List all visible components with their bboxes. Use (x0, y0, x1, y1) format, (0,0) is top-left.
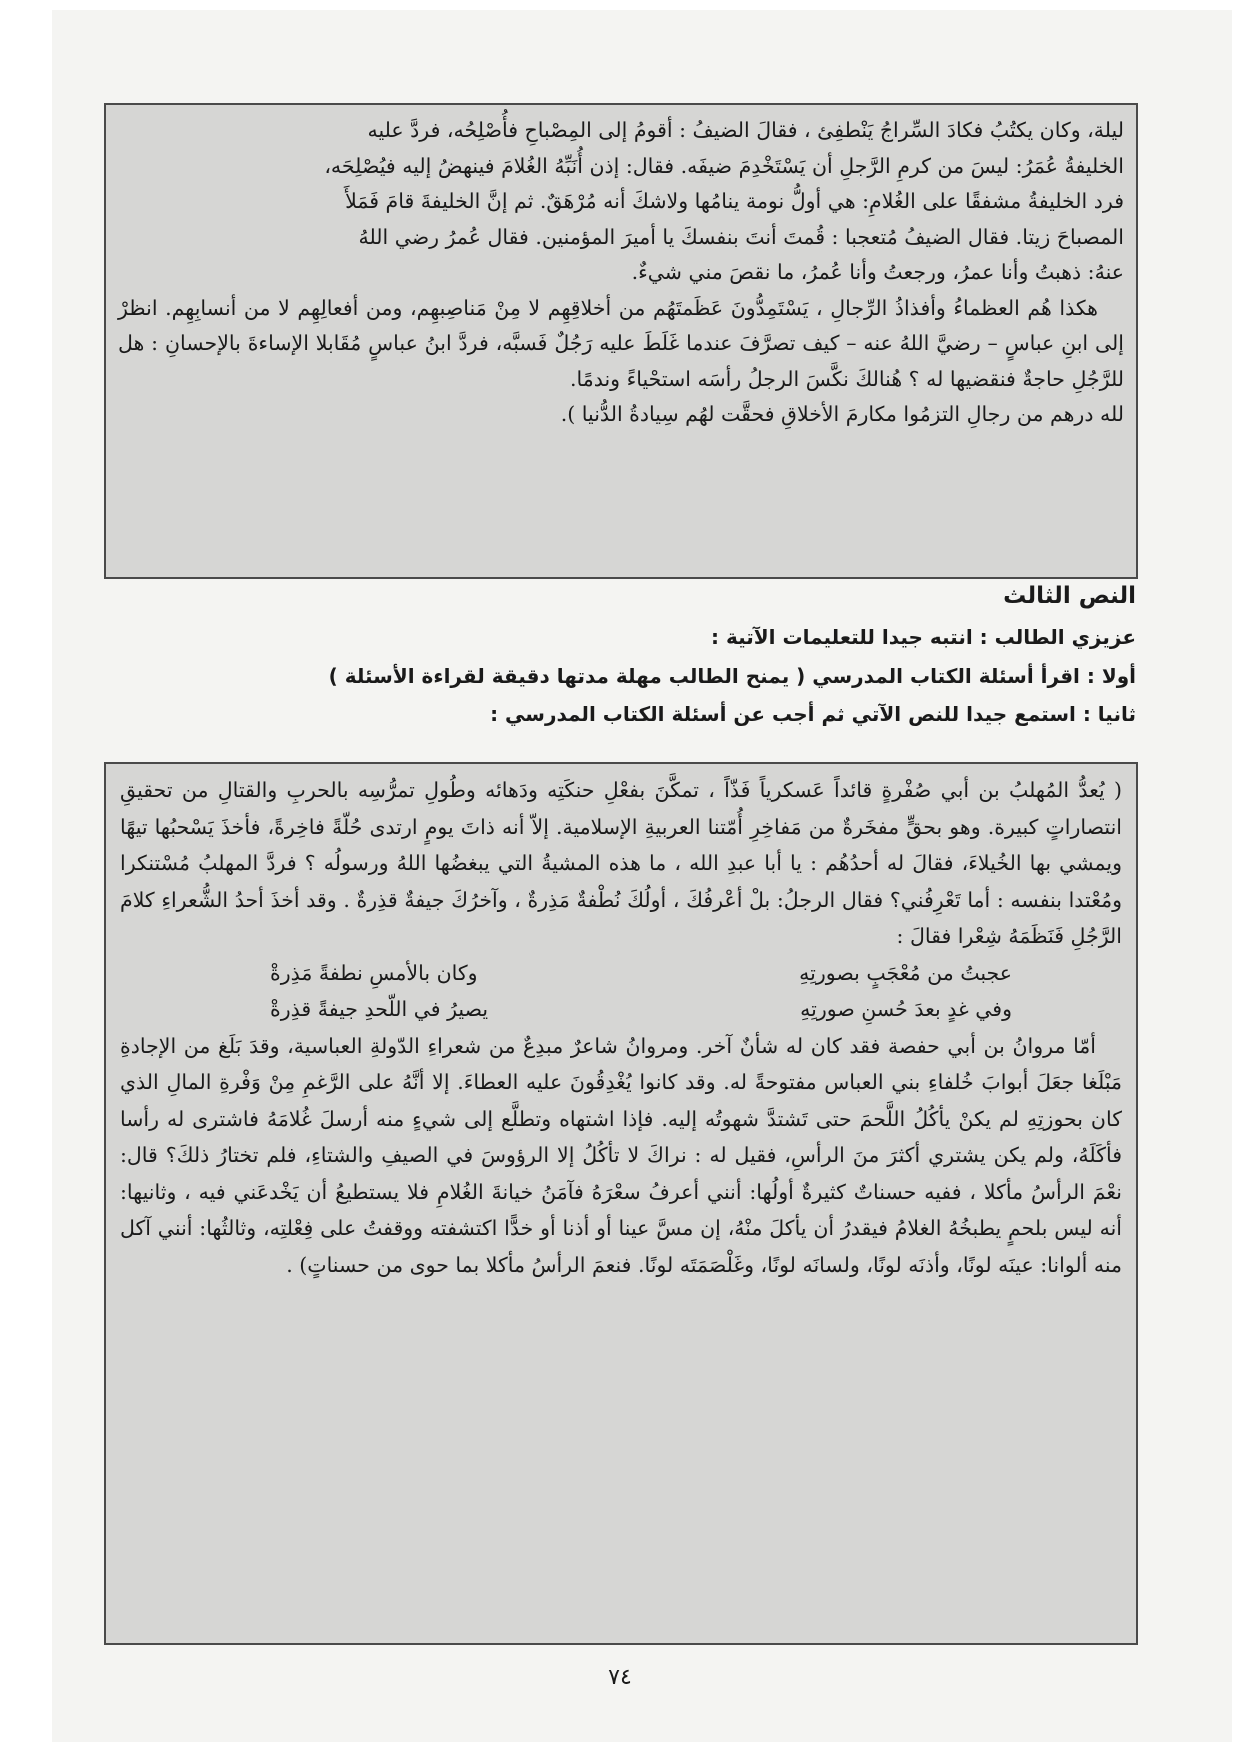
passage2-paragraph: ( يُعدُّ المُهلبُ بن أبي صُفْرةٍ قائداً عَسكرياً فَذّاً ، تمكَّنَ بفعْلِ حنكَتِه ودَهائه وطُولِ تمرُّسِه بالحربِ والقتالِ من تحقيقِ انتصاراتٍ كبيرة. وهو بحقٍّ مفخَرةٌ من مَفاخِرِ أُمّتنا العربيةِ الإسلامية. إلاّ أنه ذاتَ يومٍ ارتدى حُلّةً فاخِرةً، فأخذَ يَسْحبُها تيهًا ويمشي بها الخُيلاءَ، فقالَ له أحدُهُم : يا أبا عبدِ الله ، ما هذه المشيةُ التي يبغضُها اللهُ ورسولُه ؟ فردَّ المهلبُ مُسْتنكرا ومُعْتدا بنفسه : أما تَعْرِفُني؟ فقال الرجلُ: بلْ أعْرفُكَ ، أولُكَ نُطْفةٌ مَذِرةٌ ، وآخرُكَ جيفةٌ قذِرةٌ . وقد أخذَ أحدُ الشُّعراءِ كلامَ الرَّجُلِ فَنَظَمَهُ شِعْرا فقالَ : (120, 778, 1122, 948)
passage1-line: ليلة، وكان يكتُبُ فكادَ السِّراجُ يَنْطفِئ ، فقالَ الضيفُ : أقومُ إلى المِصْباحِ فأُصْلِحُه، فردَّ عليه (367, 118, 1124, 142)
verse-hemistich: وكان بالأمسِ نطفةً مَذِرةْ (270, 960, 478, 985)
passage2-paragraph: أمّا مروانُ بن أبي حفصة فقد كان له شأنٌ آخر. ومروانُ شاعرٌ مبدِعٌ من شعراءِ الدّولةِ العباسية، وقدَ بَلَغ من الإجادةِ مَبْلَغا جعَلَ أبوابَ خُلفاءِ بني العباس مفتوحةً له. وقد كانوا يُغْدِقُونَ عليه العطاءَ. إلا أنَّهُ على الرَّغمِ مِنْ وَفْرةِ المالِ الذي كان بحوزتِهِ لم يكنْ يأكُلُ اللَّحمَ حتى تَشتدَّ شهوتُه إليه. فإذا اشتهاه وتطلَّع إلى شيءٍ منه أرسلَ غُلامَهُ فاشترى له رأسا فأكَلَهُ، ولم يكن يشتري أكثرَ منَ الرأسِ، فقيل له : نراكَ لا تأكُلُ إلا الرؤوسَ في الصيفِ والشتاءِ، فلم تختارُ ذلكَ؟ قال: نعْمَ الرأسُ مأكلا ، ففيه حسناتٌ كثيرةٌ أولُها: أنني أعرفُ سعْرَهُ فآمَنُ خيانةَ الغُلامِ فلا يستطيعُ أن يَخْدعَني فيه ، وثانيها: أنه ليس بلحمٍ يطبخُهُ الغلامُ فيقدرُ أن يأكلَ منْهُ، إن مسَّ عينا أو أذنا أو خدًّا اكتشفته ووقفتُ على فِعْلتِه، وثالثُها: أنني آكل منه ألوانا: عينَه لونًا، وأذنَه لونًا، ولسانَه لونًا، وغَلْصَمَتَه لونًا. فنعمَ الرأسُ مأكلا بما حوى من حسناتٍ) . (120, 1033, 1122, 1277)
passage1-line: عنهُ: ذهبتُ وأنا عمرُ، ورجعتُ وأنا عُمرُ، ما نقصَ مني شيءٌ. (631, 260, 1124, 284)
passage1-line: المصباحَ زيتا. فقال الضيفُ مُتعجبا : قُمتَ أنتَ بنفسكَ يا أميرَ المؤمنين. فقال عُمرُ رضي اللهُ (358, 224, 1124, 249)
instruction-first: أولا : اقرأ أسئلة الكتاب المدرسي ( يمنح الطالب مهلة مدتها دقيقة لقراءة الأسئلة ) (328, 664, 1136, 688)
verse-hemistich: وفي غدٍ بعدَ حُسنِ صورتِهِ (800, 997, 1012, 1021)
text-passage-box-1 (104, 103, 1138, 579)
verse-hemistich: عجبتُ من مُعْجَبٍ بصورتِهِ (799, 960, 1012, 985)
passage1-closing: لله درهم من رجالِ التزمُوا مكارمَ الأخلاقِ فحقَّت لهُم سِيادةُ الدُّنيا ). (560, 402, 1124, 426)
text-passage-box-2 (104, 762, 1138, 1645)
poem-verse-1 (120, 955, 1122, 992)
instruction-header: عزيزي الطالب : انتبه جيدا للتعليمات الآتية : (711, 625, 1136, 649)
verse-hemistich: يصيرُ في اللّحدِ جيفةً قذِرةْ (270, 997, 489, 1021)
passage1-paragraph: هكذا هُم العظماءُ وأفذاذُ الرِّجالِ ، يَسْتَمِدُّونَ عَظَمتَهُم من أخلاقِهِم لا مِنْ مَناصِبهِم، ومن أفعالِهِم لا من أنسابِهِم. انظرْ إلى ابنِ عباسٍ – رضيَّ اللهُ عنه – كيف تصرَّفَ عندما غَلَطَ عليه رَجُلٌ فَسبَّه، فردَّ ابنُ عباسٍ مُقَابلا الإساءةَ بالإحسانِ : هل للرَّجُلِ حاجةٌ فنقضيها له ؟ هُنالكَ نكَّسَ الرجلُ رأسَه استحْياءً وندمًا. (118, 295, 1124, 391)
instruction-second: ثانيا : استمع جيدا للنص الآتي ثم أجب عن أسئلة الكتاب المدرسي : (490, 702, 1136, 726)
page-number: ٧٤ (608, 1665, 632, 1690)
passage1-line: فرد الخليفةُ مشفقًا على الغُلامِ: هي أولُّ نومة ينامُها ولاشكَ أنه مُرْهَقٌ. ثم إنَّ الخليفةَ قامَ فَمَلأَ (345, 189, 1124, 213)
poem-verse-2 (120, 991, 1122, 1028)
passage1-line: الخليفةُ عُمَرُ: ليسَ من كرمِ الرَّجلِ أن يَسْتَخْدِمَ ضيفَه. فقال: إذن أُنَبِّهُ الغُلامَ فينهضُ إليه فيُصْلِحَه، (324, 153, 1124, 178)
section-title: النص الثالث (1003, 583, 1136, 609)
